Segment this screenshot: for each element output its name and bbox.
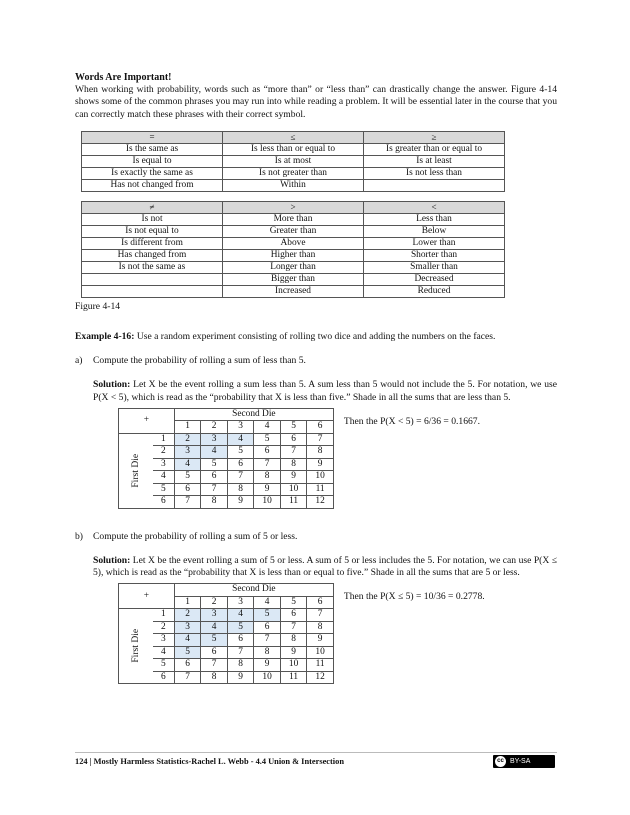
table-row [82,213,505,225]
sum-cell: 7 [254,634,281,647]
symbol-header-cell: = [82,131,223,143]
sum-cell: 3 [201,433,228,446]
row-header: 1 [153,433,175,446]
sum-cell: 9 [254,483,281,496]
sum-cell: 6 [174,659,201,672]
table-row [119,609,334,622]
symbol-header-cell: ≥ [364,131,505,143]
sum-cell: 9 [227,496,254,509]
sum-cell: 5 [227,621,254,634]
column-header: 5 [280,596,307,609]
phrase-cell: Is not greater than [223,167,364,179]
row-title-cell [119,609,153,684]
phrase-cell: Is the same as [82,143,223,155]
row-header: 1 [153,609,175,622]
row-header: 3 [153,458,175,471]
sum-cell: 2 [174,433,201,446]
phrase-cell: Has changed from [82,249,223,261]
table-row [82,167,505,179]
section-heading: Words Are Important! [75,72,172,83]
sum-cell: 9 [307,458,334,471]
row-header: 4 [153,471,175,484]
sum-cell: 4 [174,634,201,647]
table-row [82,143,505,155]
dice-sum-table-b [118,583,334,684]
footer-divider [75,752,557,753]
phrase-cell: Bigger than [223,273,364,285]
part-a-question-text: Compute the probability of rolling a sum of less than 5. [93,355,306,367]
phrase-cell: Is different from [82,237,223,249]
row-title-cell [119,433,153,508]
sum-cell: 6 [254,446,281,459]
table-row [82,179,505,191]
phrase-cell: Smaller than [364,261,505,273]
cc-license-badge [493,755,555,768]
table-row [82,155,505,167]
phrase-cell: Is not less than [364,167,505,179]
row-title: First Die [130,629,142,663]
phrase-cell: Is not equal to [82,225,223,237]
sum-cell: 5 [174,471,201,484]
column-title: Second Die [174,408,333,421]
sum-cell: 7 [307,609,334,622]
phrase-cell [364,179,505,191]
phrase-cell: Has not changed from [82,179,223,191]
sum-cell: 7 [174,496,201,509]
sum-cell: 2 [174,609,201,622]
figure-caption: Figure 4-14 [75,300,121,312]
row-header: 5 [153,483,175,496]
sum-cell: 6 [280,433,307,446]
sum-cell: 9 [280,471,307,484]
sum-cell: 7 [227,471,254,484]
phrase-cell [82,285,223,297]
sum-cell: 4 [227,609,254,622]
phrase-cell: Is exactly the same as [82,167,223,179]
phrase-cell: Is less than or equal to [223,143,364,155]
sum-cell: 4 [201,446,228,459]
column-header: 1 [174,421,201,434]
table-row [82,225,505,237]
column-header: 4 [254,596,281,609]
table-corner-plus: + [119,408,175,433]
phrase-cell: More than [223,213,364,225]
sum-cell: 11 [280,496,307,509]
table-row [82,273,505,285]
sum-cell: 10 [254,671,281,684]
column-header: 2 [201,596,228,609]
column-header: 1 [174,596,201,609]
sum-cell: 7 [280,621,307,634]
column-header: 2 [201,421,228,434]
sum-cell: 7 [227,646,254,659]
symbol-header-row [82,131,505,143]
phrase-cell: Is not [82,213,223,225]
symbol-header-cell: < [364,201,505,213]
page-footer: 124 | Mostly Harmless Statistics-Rachel L. Webb - 4.4 Union & Intersection [75,757,344,766]
sum-cell: 7 [280,446,307,459]
sum-cell: 3 [174,446,201,459]
part-a-solution [93,379,557,403]
sum-cell: 11 [280,671,307,684]
sum-cell: 6 [227,458,254,471]
sum-cell: 10 [307,646,334,659]
row-header: 2 [153,621,175,634]
phrase-cell: Is at least [364,155,505,167]
sum-cell: 9 [227,671,254,684]
sum-cell: 11 [307,483,334,496]
column-header: 6 [307,596,334,609]
sum-cell: 6 [174,483,201,496]
example-label: Example 4-16: [75,331,135,343]
row-header: 6 [153,496,175,509]
sum-cell: 5 [254,433,281,446]
sum-cell: 4 [201,621,228,634]
part-b-answer: Then the P(X ≤ 5) = 10/36 = 0.2778. [343,591,485,603]
part-b-solution-text: Let X be the event rolling a sum of 5 or less. A sum of 5 or less includes the 5. For notation, we can use P(X ≤ 5), which is read as the “probability that X is less than or equal to five.” Shade in all the sums that are 5 or less. [93,555,557,579]
sum-cell: 5 [227,446,254,459]
sum-cell: 10 [307,471,334,484]
sum-cell: 8 [254,646,281,659]
sum-cell: 9 [254,659,281,672]
phrases-table-1 [81,131,505,192]
sum-cell: 7 [254,458,281,471]
column-header: 3 [227,596,254,609]
cc-icon: cc [495,756,506,767]
column-header: 5 [280,421,307,434]
phrase-cell: Increased [223,285,364,297]
phrase-cell: Longer than [223,261,364,273]
sum-cell: 6 [201,646,228,659]
sum-cell: 8 [201,496,228,509]
phrase-cell: Above [223,237,364,249]
sum-cell: 12 [307,671,334,684]
part-a-solution-label: Solution: [93,379,131,391]
phrase-cell: Shorter than [364,249,505,261]
row-header: 3 [153,634,175,647]
phrase-cell: Greater than [223,225,364,237]
phrase-cell: Is at most [223,155,364,167]
sum-cell: 7 [201,659,228,672]
sum-cell: 12 [307,496,334,509]
symbol-header-cell: > [223,201,364,213]
sum-cell: 7 [201,483,228,496]
sum-cell: 11 [307,659,334,672]
sum-cell: 8 [307,446,334,459]
sum-cell: 5 [201,634,228,647]
part-a-letter: a) [75,355,83,367]
part-a-table-wrap [118,408,557,509]
example-statement [75,331,557,343]
sum-cell: 4 [227,433,254,446]
sum-cell: 7 [174,671,201,684]
sum-cell: 8 [254,471,281,484]
part-b-letter: b) [75,530,83,542]
part-a-question [75,355,557,367]
license-text: BY-SA [510,758,531,765]
dice-sum-table-a [118,408,334,509]
sum-cell: 8 [280,634,307,647]
row-header: 5 [153,659,175,672]
part-a-solution-text: Let X be the event rolling a sum less than 5. A sum less than 5 would not include the 5. For notation, we use P(X < 5), which is read as the “probability that X is less than five.” Shade in all the sums that are less than 5. [93,379,557,403]
sum-cell: 3 [201,609,228,622]
sum-cell: 8 [201,671,228,684]
symbol-header-row [82,201,505,213]
sum-cell: 5 [201,458,228,471]
sum-cell: 7 [307,433,334,446]
sum-cell: 6 [254,621,281,634]
example-text: Use a random experiment consisting of rolling two dice and adding the numbers on the faces. [134,331,496,343]
part-b-solution-label: Solution: [93,555,131,567]
phrase-cell: Decreased [364,273,505,285]
part-a-answer: Then the P(X < 5) = 6/36 = 0.1667. [343,415,480,427]
phrase-cell [82,273,223,285]
phrase-cell: Is not the same as [82,261,223,273]
phrases-table-2 [81,201,505,298]
sum-cell: 8 [227,659,254,672]
table-row [82,261,505,273]
phrase-cell: Higher than [223,249,364,261]
sum-cell: 9 [280,646,307,659]
sum-cell: 3 [174,621,201,634]
row-header: 6 [153,671,175,684]
sum-cell: 6 [201,471,228,484]
part-b-solution [93,555,557,579]
row-title: First Die [130,453,142,488]
table-row [82,237,505,249]
column-header: 6 [307,421,334,434]
sum-cell: 5 [254,609,281,622]
column-header: 4 [254,421,281,434]
table-row [82,285,505,297]
phrase-cell: Less than [364,213,505,225]
table-corner-plus: + [119,584,175,609]
symbol-header-cell: ≠ [82,201,223,213]
part-b-table-wrap [118,583,557,684]
page-content [75,72,557,706]
sum-cell: 10 [280,659,307,672]
sum-cell: 8 [307,621,334,634]
symbol-header-cell: ≤ [223,131,364,143]
row-header: 4 [153,646,175,659]
column-header: 3 [227,421,254,434]
sum-cell: 8 [227,483,254,496]
sum-cell: 10 [254,496,281,509]
row-header: 2 [153,446,175,459]
intro-paragraph: When working with probability, words such as “more than” or “less than” can drastically change the answer. Figure 4-14 shows some of the common phrases you may run into while reading a problem. It will be essential later in the course that you can correctly match these phrases with their correct symbol. [75,84,557,120]
sum-cell: 8 [280,458,307,471]
sum-cell: 9 [307,634,334,647]
column-title: Second Die [174,584,333,597]
sum-cell: 5 [174,646,201,659]
phrase-cell: Is greater than or equal to [364,143,505,155]
sum-cell: 4 [174,458,201,471]
sum-cell: 6 [227,634,254,647]
table-row [119,433,334,446]
phrase-cell: Reduced [364,285,505,297]
phrase-cell: Is equal to [82,155,223,167]
sum-cell: 10 [280,483,307,496]
part-b-question [75,531,557,543]
phrase-cell: Lower than [364,237,505,249]
sum-cell: 6 [280,609,307,622]
table-row [82,249,505,261]
part-b-question-text: Compute the probability of rolling a sum of 5 or less. [93,530,298,542]
phrase-cell: Below [364,225,505,237]
phrase-cell: Within [223,179,364,191]
